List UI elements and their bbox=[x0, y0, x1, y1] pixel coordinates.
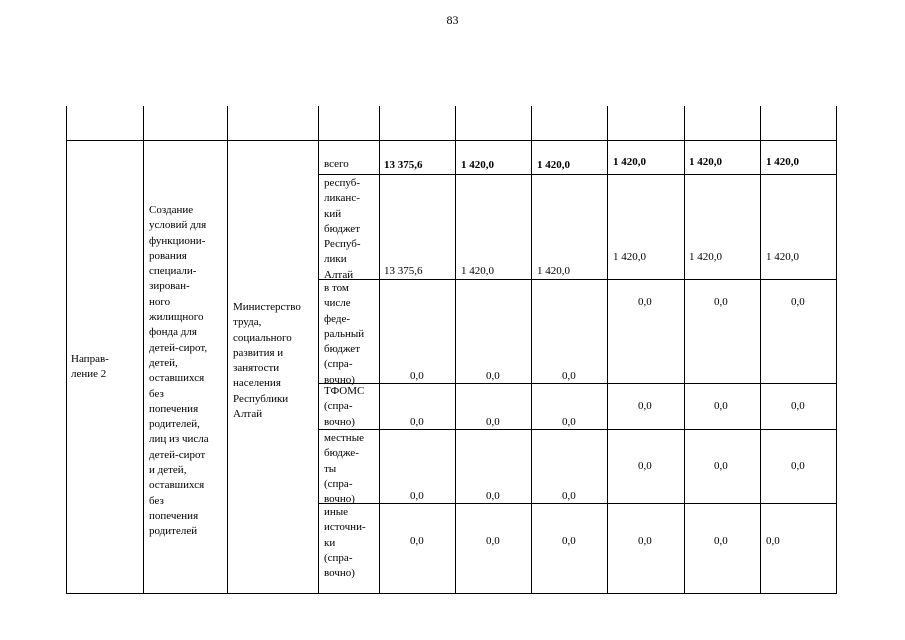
page-number: 83 bbox=[446, 13, 459, 27]
table-border bbox=[760, 106, 761, 594]
table-cell-local-y3: 0,0 bbox=[562, 490, 576, 502]
table-cell-tfoms-y6: 0,0 bbox=[791, 400, 805, 412]
table-border bbox=[227, 106, 228, 594]
table-border bbox=[318, 106, 319, 594]
table-border bbox=[318, 503, 837, 504]
table-cell-tfoms-y1: 0,0 bbox=[410, 416, 424, 428]
source-label-total: всего bbox=[324, 158, 349, 170]
table-cell-total-y3: 1 420,0 bbox=[537, 159, 570, 171]
table-border bbox=[455, 106, 456, 594]
table-cell-tfoms-y5: 0,0 bbox=[714, 400, 728, 412]
table-cell-local-y4: 0,0 bbox=[638, 460, 652, 472]
table-cell-total-y4: 1 420,0 bbox=[613, 156, 646, 168]
table-cell-tfoms-y2: 0,0 bbox=[486, 416, 500, 428]
table-border bbox=[143, 106, 144, 594]
table-cell-other-y2: 0,0 bbox=[486, 535, 500, 547]
table-cell-other-y4: 0,0 bbox=[638, 535, 652, 547]
table-border bbox=[684, 106, 685, 594]
table-cell-total-y2: 1 420,0 bbox=[461, 159, 494, 171]
table-border bbox=[318, 279, 837, 280]
table-border bbox=[66, 106, 67, 594]
table-cell-republic-y1: 13 375,6 bbox=[384, 265, 423, 277]
source-label-federal-budget: в том числе феде- ральный бюджет (спра- вочно) bbox=[324, 282, 365, 386]
table-border bbox=[607, 106, 608, 594]
table-cell-republic-y3: 1 420,0 bbox=[537, 265, 570, 277]
table-cell-federal-y2: 0,0 bbox=[486, 370, 500, 382]
table-cell-federal-y1: 0,0 bbox=[410, 370, 424, 382]
direction-label: Направ- ление 2 bbox=[71, 353, 109, 381]
table-cell-total-y6: 1 420,0 bbox=[766, 156, 799, 168]
table-cell-federal-y4: 0,0 bbox=[638, 296, 652, 308]
table-cell-other-y1: 0,0 bbox=[410, 535, 424, 547]
table-cell-total-y5: 1 420,0 bbox=[689, 156, 722, 168]
source-label-other-sources: иные источни- ки (спра- вочно) bbox=[324, 506, 366, 580]
table-cell-other-y5: 0,0 bbox=[714, 535, 728, 547]
table-border bbox=[318, 174, 837, 175]
source-label-republic-budget: респуб- ликанс- кий бюджет Респуб- лики Алтай bbox=[324, 177, 361, 281]
table-cell-tfoms-y4: 0,0 bbox=[638, 400, 652, 412]
source-label-tfoms: ТФОМС (спра- вочно) bbox=[324, 385, 365, 428]
executor-text: Министерство труда, социального развития и занятости населения Республики Алтай bbox=[233, 301, 301, 421]
table-cell-other-y6: 0,0 bbox=[766, 535, 780, 547]
table-cell-republic-y6: 1 420,0 bbox=[766, 251, 799, 263]
table-cell-republic-y5: 1 420,0 bbox=[689, 251, 722, 263]
direction-goal-text: Создание условий для функциони- рования специали- зирован- ного жилищного фонда для детей-сирот, детей, оставшихся без попечения родителей, лиц из числа детей-сирот и детей, оставшихся без попечения родителей bbox=[149, 204, 209, 538]
table-border bbox=[379, 106, 380, 594]
source-label-local-budgets: местные бюдже- ты (спра- вочно) bbox=[324, 432, 364, 506]
table-cell-local-y2: 0,0 bbox=[486, 490, 500, 502]
table-border bbox=[66, 593, 837, 594]
table-cell-local-y6: 0,0 bbox=[791, 460, 805, 472]
table-border bbox=[318, 429, 837, 430]
table-cell-federal-y6: 0,0 bbox=[791, 296, 805, 308]
table-cell-local-y1: 0,0 bbox=[410, 490, 424, 502]
table-border bbox=[318, 383, 837, 384]
table-cell-federal-y5: 0,0 bbox=[714, 296, 728, 308]
table-cell-republic-y2: 1 420,0 bbox=[461, 265, 494, 277]
table-cell-total-y1: 13 375,6 bbox=[384, 159, 423, 171]
table-cell-other-y3: 0,0 bbox=[562, 535, 576, 547]
table-cell-tfoms-y3: 0,0 bbox=[562, 416, 576, 428]
table-cell-local-y5: 0,0 bbox=[714, 460, 728, 472]
table-cell-republic-y4: 1 420,0 bbox=[613, 251, 646, 263]
table-cell-federal-y3: 0,0 bbox=[562, 370, 576, 382]
table-border bbox=[66, 140, 837, 141]
table-border bbox=[531, 106, 532, 594]
table-border bbox=[836, 106, 837, 594]
